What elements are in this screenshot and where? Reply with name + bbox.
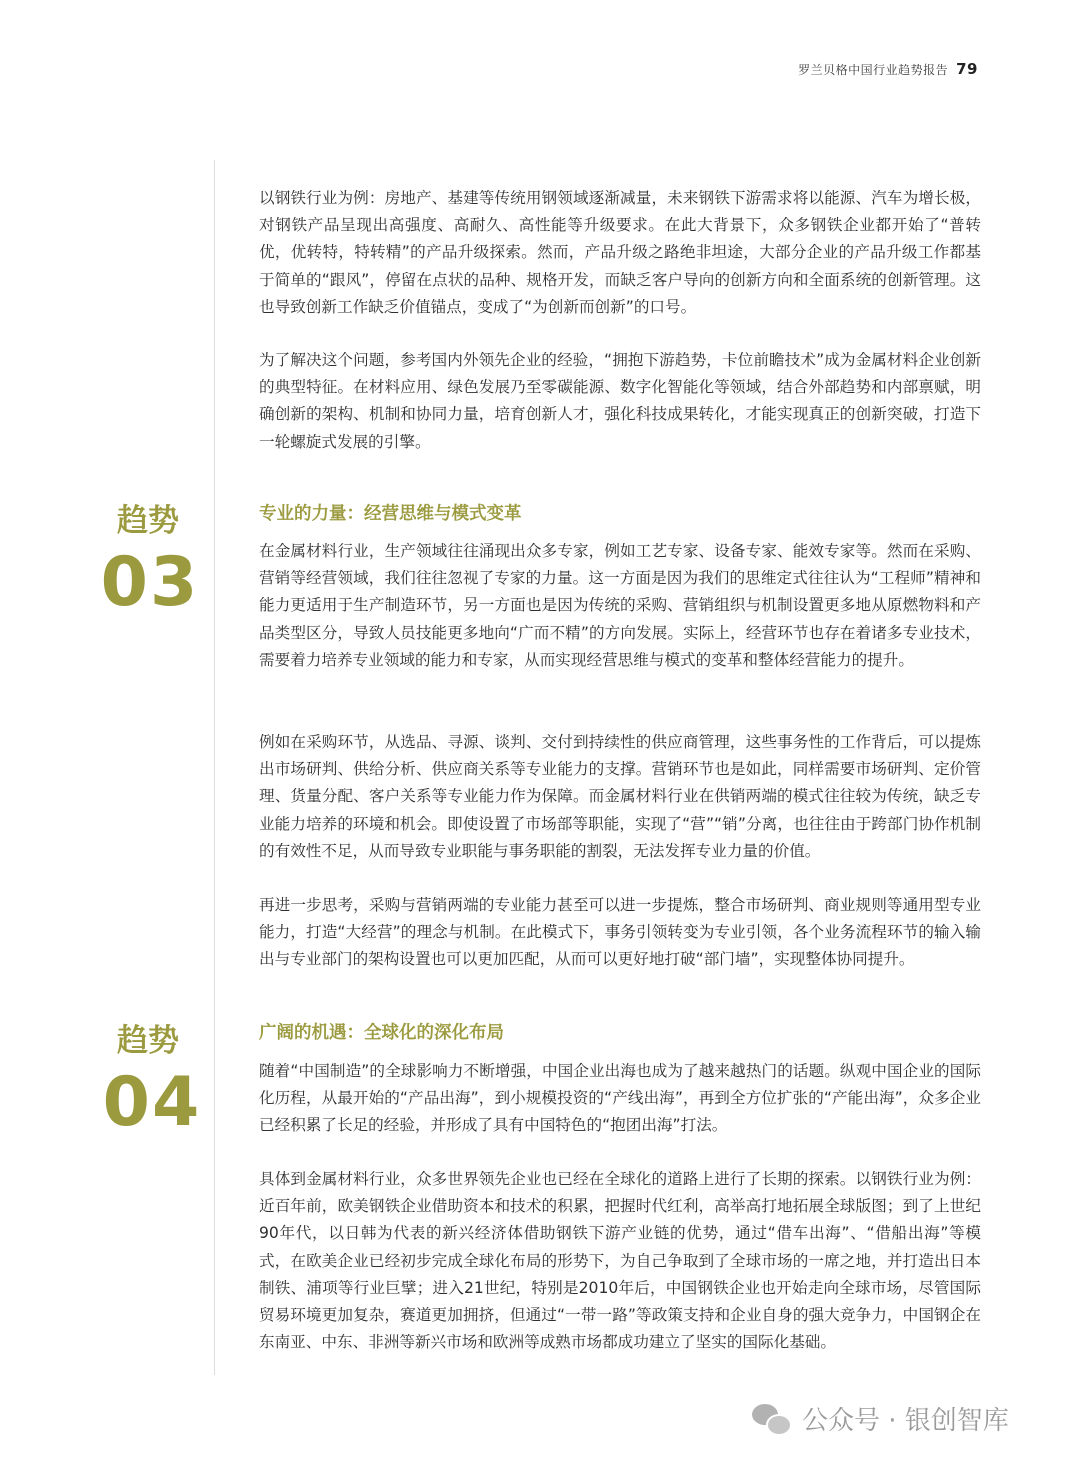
page-header <box>798 60 978 78</box>
report-title: 罗兰贝格中国行业趋势报告 <box>798 63 949 77</box>
left-divider-line <box>214 160 215 1375</box>
page-number: 79 <box>956 60 978 78</box>
trend-4-paragraph-2: 具体到金属材料行业，众多世界领先企业也已经在全球化的道路上进行了长期的探索。以钢铁行业为例：近百年前，欧美钢铁企业借助资本和技术的积累，把握时代红利，高举高打地拓展全球版图；到了上世纪90年代，以日韩为代表的新兴经济体借助钢铁下游产业链的优势，通过“借车出海”、“借船出海”等模式，在欧美企业已经初步完成全球化布局的形势下，为自己争取到了全球市场的一席之地，并打造出日本制铁、浦项等行业巨擘；进入21世纪，特别是2010年后，中国钢铁企业也开始走向全球市场，尽管国际贸易环境更加复杂，赛道更加拥挤，但通过“一带一路”等政策支持和企业自身的强大竞争力，中国钢企在东南亚、中东、非洲等新兴市场和欧洲等成熟市场都成功建立了坚实的国际化基础。 <box>259 1170 981 1352</box>
trend-3-label: 趋势 <box>117 503 179 539</box>
intro-paragraph-2: 为了解决这个问题，参考国内外领先企业的经验，“拥抱下游趋势，卡位前瞻技术”成为金属材料企业创新的典型特征。在材料应用、绿色发展乃至零碳能源、数字化智能化等领域，结合外部趋势和内部禀赋，明确创新的架构、机制和协同力量，培育创新人才，强化科技成果转化，才能实现真正的创新突破，打造下一轮螺旋式发展的引擎。 <box>259 351 981 451</box>
intro-paragraph-1: 以钢铁行业为例：房地产、基建等传统用钢领域逐渐减量，未来钢铁下游需求将以能源、汽车为增长极，对钢铁产品呈现出高强度、高耐久、高性能等升级要求。在此大背景下，众多钢铁企业都开始了“普转优，优转特，特转精”的产品升级探索。然而，产品升级之路绝非坦途，大部分企业的产品升级工作都基于简单的“跟风”，停留在点状的品种、规格开发，而缺乏客户导向的创新方向和全面系统的创新管理。这也导致创新工作缺乏价值锚点，变成了“为创新而创新”的口号。 <box>259 189 981 316</box>
trend-3-paragraph-3: 再进一步思考，采购与营销两端的专业能力甚至可以进一步提炼，整合市场研判、商业规则等通用型专业能力，打造“大经营”的理念与机制。在此模式下，事务引领转变为专业引领，各个业务流程环节的输入输出与专业部门的架构设置也可以更加匹配，从而可以更好地打破“部门墙”，实现整体协同提升。 <box>259 896 981 969</box>
trend-3-paragraph-1: 在金属材料行业，生产领域往往涌现出众多专家，例如工艺专家、设备专家、能效专家等。然而在采购、营销等经营领域，我们往往忽视了专家的力量。这一方面是因为我们的思维定式往往认为“工程师”精神和能力更适用于生产制造环节，另一方面也是因为传统的采购、营销组织与机制设置更多地从原燃物料和产品类型区分，导致人员技能更多地向“广而不精”的方向发展。实际上，经营环节也存在着诸多专业技术，需要着力培养专业领域的能力和专家，从而实现经营思维与模式的变革和整体经营能力的提升。 <box>259 542 981 669</box>
trend-4-number: 04 <box>102 1063 202 1142</box>
trend-4-paragraph-1: 随着“中国制造”的全球影响力不断增强，中国企业出海也成为了越来越热门的话题。纵观中国企业的国际化历程，从最开始的“产品出海”，到小规模投资的“产线出海”，再到全方位扩张的“产能出海”，众多企业已经积累了长足的经验，并形成了具有中国特色的“抱团出海”打法。 <box>259 1062 981 1135</box>
trend-3-paragraph-2: 例如在采购环节，从选品、寻源、谈判、交付到持续性的供应商管理，这些事务性的工作背后，可以提炼出市场研判、供给分析、供应商关系等专业能力的支撑。营销环节也是如此，同样需要市场研判、定价管理、货量分配、客户关系等专业能力作为保障。而金属材料行业在供销两端的模式往往较为传统，缺乏专业能力培养的环境和机会。即使设置了市场部等职能，实现了“营”“销”分离，也往往由于跨部门协作机制的有效性不足，从而导致专业职能与事务职能的割裂，无法发挥专业力量的价值。 <box>259 733 981 860</box>
trend-4-heading: 广阔的机遇：全球化的深化布局 <box>259 1023 504 1043</box>
wechat-icon <box>752 1402 792 1436</box>
watermark-text: 公众号 · 银创智库 <box>802 1406 1009 1436</box>
trend-3-heading: 专业的力量：经营思维与模式变革 <box>259 504 522 524</box>
watermark <box>752 1400 1009 1437</box>
trend-3-number: 03 <box>100 543 200 622</box>
trend-4-label: 趋势 <box>117 1023 179 1059</box>
